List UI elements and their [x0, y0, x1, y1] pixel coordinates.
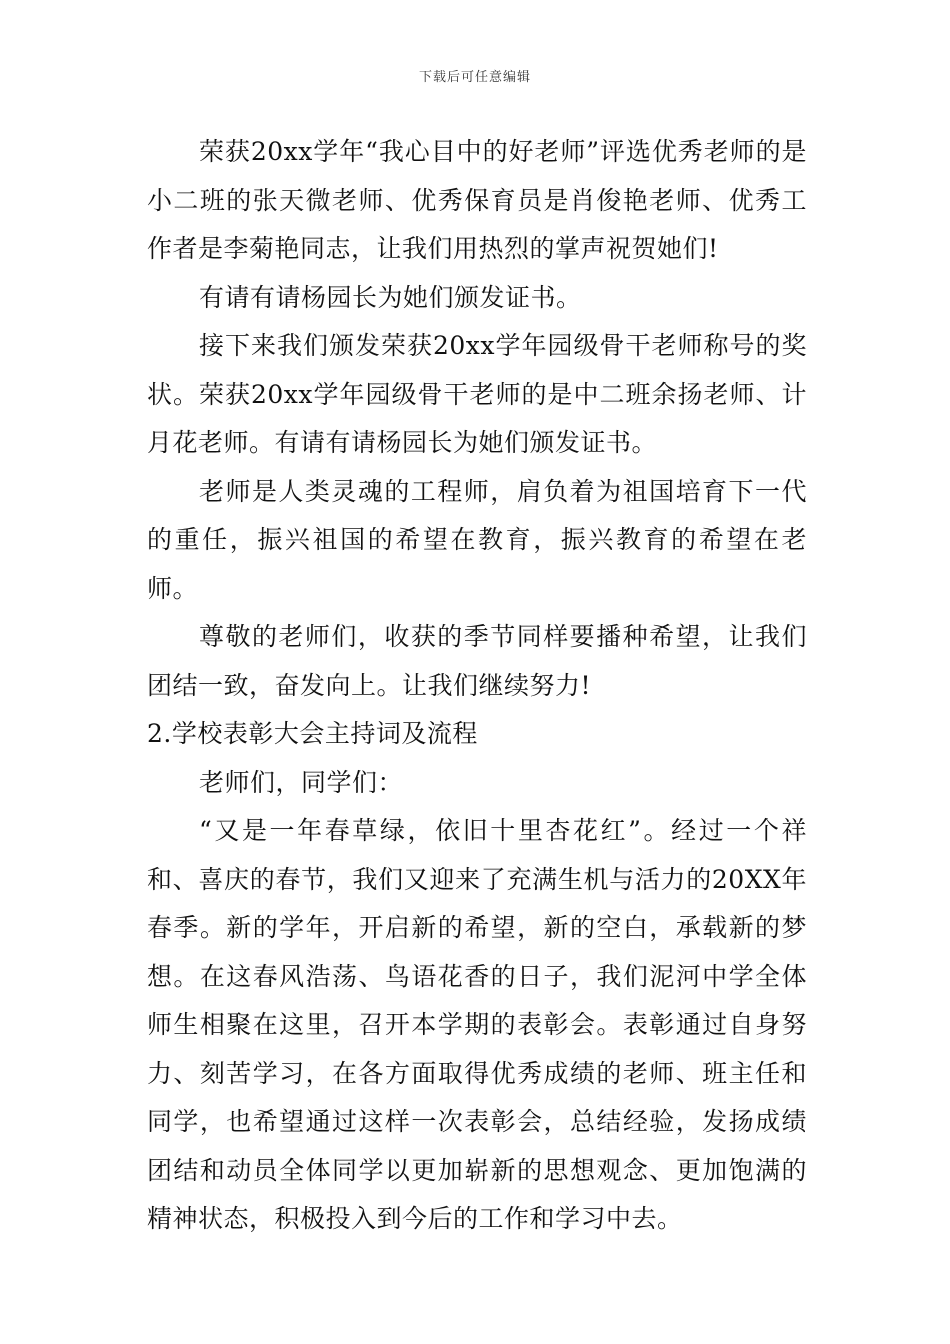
paragraph-invite-certificate: 有请有请杨园长为她们颁发证书。 [199, 282, 582, 312]
paragraph-backbone-teacher-award: 接下来我们颁发荣获20xx学年园级骨干老师称号的奖状。荣获20xx学年园级骨干老师的是中二班余扬老师、计月花老师。有请有请杨园长为她们颁发证书。 [147, 331, 807, 457]
paragraph-greeting: 老师们，同学们： [199, 767, 404, 797]
section-heading: 2.学校表彰大会主持词及流程 [147, 719, 478, 748]
paragraph-continue-effort: 尊敬的老师们，收获的季节同样要播种希望，让我们团结一致，奋发向上。让我们继续努力! [147, 622, 807, 700]
document-body [147, 128, 807, 1244]
page-header-note: 下载后可任意编辑 [418, 70, 531, 85]
paragraph-spring-opening: “又是一年春草绿，依旧十里杏花红”。经过一个祥和、喜庆的春节，我们又迎来了充满生机与活力的20XX年春季。新的学年，开启新的希望，新的空白，承载新的梦想。在这春风浩荡、鸟语花香的日子，我们泥河中学全体师生相聚在这里，召开本学期的表彰会。表彰通过自身努力、刻苦学习，在各方面取得优秀成绩的老师、班主任和同学，也希望通过这样一次表彰会，总结经验，发扬成绩团结和动员全体同学以更加崭新的思想观念、更加饱满的精神状态，积极投入到今后的工作和学习中去。 [147, 816, 807, 1233]
paragraph-award-good-teacher: 荣获20xx学年“我心目中的好老师”评选优秀老师的是小二班的张天微老师、优秀保育员是肖俊艳老师、优秀工作者是李菊艳同志，让我们用热烈的掌声祝贺她们! [147, 137, 807, 263]
paragraph-teacher-engineer: 老师是人类灵魂的工程师，肩负着为祖国培育下一代的重任，振兴祖国的希望在教育，振兴教育的希望在老师。 [147, 476, 807, 603]
